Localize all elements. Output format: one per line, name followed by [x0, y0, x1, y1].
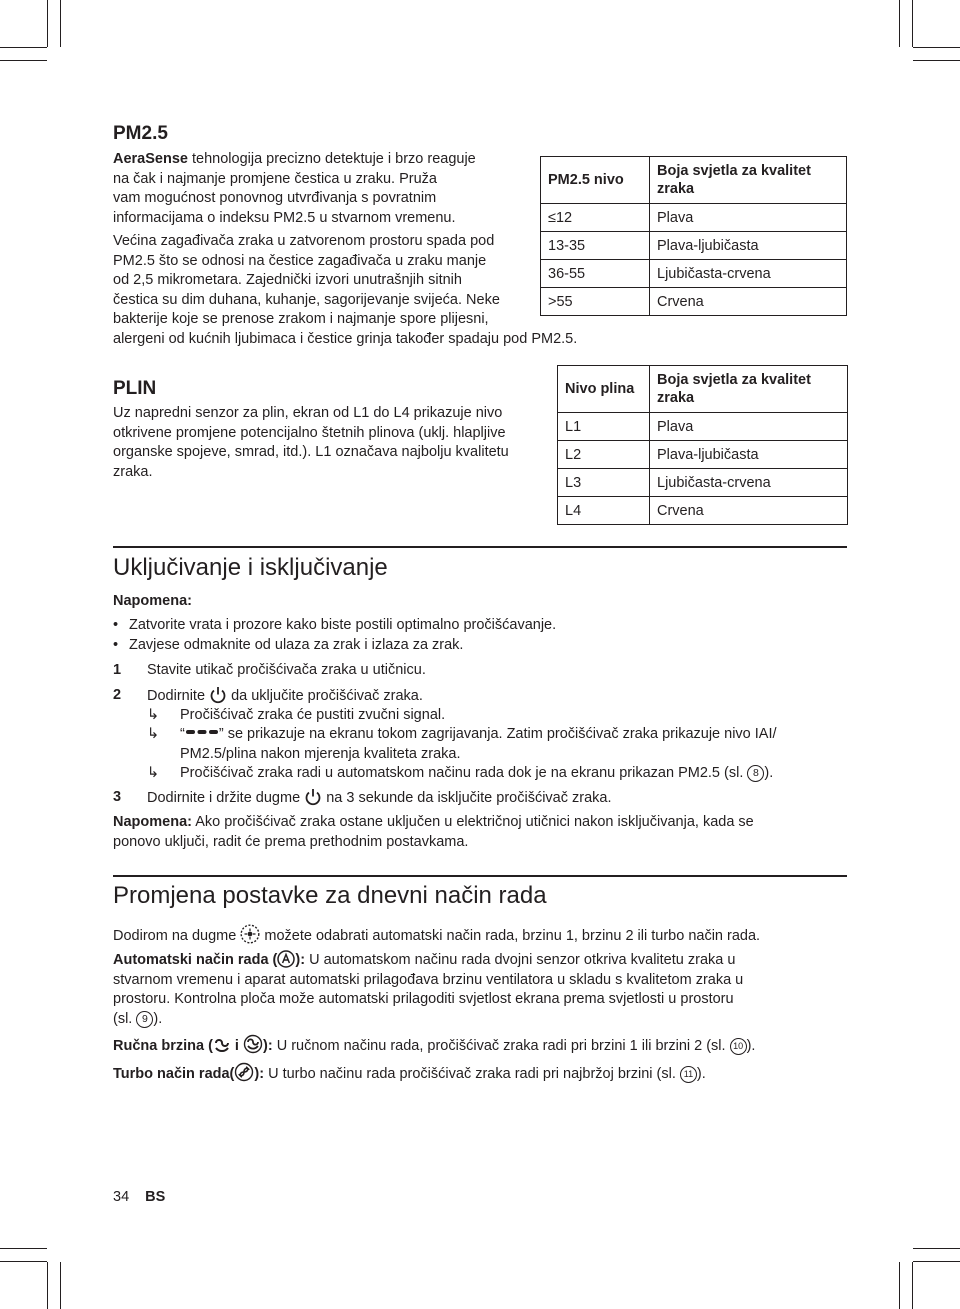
figure-ref: 8	[747, 765, 764, 782]
pm25-table	[540, 156, 847, 316]
dash-display-icon	[185, 727, 219, 737]
auto-mode-icon	[277, 950, 295, 968]
table-row: L1 Plava	[558, 413, 848, 441]
mode-title: Promjena postavke za dnevni način rada	[113, 882, 547, 909]
speed-2-icon	[243, 1034, 263, 1054]
figure-ref: 10	[730, 1038, 747, 1055]
table-row: L3 Ljubičasta-crvena	[558, 469, 848, 497]
list-item: • Zavjese odmaknite od ulaza za zrak i izlaza za zrak.	[113, 637, 464, 653]
mode-intro: Dodirom na dugme možete odabrati automatski način rada, brzinu 1, brzinu 2 ili turbo način rada.	[113, 924, 848, 947]
pm25-paragraph-2: Većina zagađivača zraka u zatvorenom prostoru spada pod PM2.5 što se odnosi na čestice zagađivača u zraku manje od 2,5 mikrometara. Zajednički izvori unutrašnjih sitnih čestica su dim duhana, kuhanje, sagorijevanje svijeća. Neke bakterije koje se prenose zrakom i najmanje spore plijesni, alergeni od kućnih ljubimaca i čestice grinja također spadaju pod PM2.5.	[113, 233, 578, 347]
arrow-icon: ↳	[147, 707, 160, 723]
turbo-icon	[234, 1062, 254, 1082]
figure-ref: 11	[680, 1066, 697, 1083]
power-icon	[209, 686, 227, 704]
page-number: 34	[113, 1189, 130, 1205]
auto-mode-paragraph: Automatski način rada ( ): U automatskom načinu rada dvojni senzor otkriva kvalitetu zraka u stvarnom vremenu i aparat automatski prilagođava brzinu ventilatora u skladu s kvalitetom zraka u prostoru. Kontrolna ploča može automatski prilagoditi svjetlost ekrana prema svjetlosti u prostoru (sl. 9 ).	[113, 952, 744, 1027]
section-divider	[113, 546, 847, 548]
power-icon	[304, 788, 322, 806]
table-row: L2 Plava-ljubičasta	[558, 441, 848, 469]
page-footer	[113, 1189, 165, 1205]
onoff-title: Uključivanje i isključivanje	[113, 554, 388, 581]
pm25-paragraph-1: AeraSense tehnologija precizno detektuje i brzo reaguje na čak i najmanje promjene čestica u zraku. Pruža vam mogućnost ponovnog utvrđivanja s povratnim informacijama o indeksu PM2.5 u stvarnom vremenu.	[113, 151, 476, 226]
plin-paragraph: Uz napredni senzor za plin, ekran od L1 do L4 prikazuje nivo otkrivene promjene potencijalno štetnih plinova (uklj. hlapljive organske spojeve, smrad, itd.). L1 označava najbolju kvalitetu zraka.	[113, 405, 509, 480]
arrow-icon: ↳	[147, 726, 160, 742]
note-label: Napomena:	[113, 593, 192, 609]
table-row: 36-55 Ljubičasta-crvena	[541, 260, 847, 288]
speed-1-icon	[213, 1036, 231, 1054]
language-code: BS	[145, 1189, 166, 1205]
table-row: L4 Crvena	[558, 497, 848, 525]
section-divider	[113, 875, 847, 877]
table-row: ≤12 Plava	[541, 204, 847, 232]
table-row: 13-35 Plava-ljubičasta	[541, 232, 847, 260]
note-2: Napomena: Ako pročišćivač zraka ostane uključen u električnoj utičnici nakon isključivanja, kada se ponovo uključi, radit će prema prethodnim postavkama.	[113, 814, 754, 850]
manual-speed-paragraph: Ručna brzina ( i ): U ručnom načinu rada, pročišćivač zraka radi pri brzini 1 ili brzini 2 (sl. 10 ).	[113, 1034, 848, 1057]
pm25-heading: PM2.5	[113, 123, 168, 144]
turbo-mode-paragraph: Turbo način rada( ): U turbo načinu rada pročišćivač zraka radi pri najbržoj brzini (sl. 11 ).	[113, 1062, 848, 1085]
arrow-icon: ↳	[147, 765, 160, 781]
plin-table	[557, 365, 848, 525]
list-item: • Zatvorite vrata i prozore kako biste postili optimalno pročišćavanje.	[113, 617, 557, 633]
aerasense-brand: AeraSense	[113, 151, 188, 167]
table-header-row: Nivo plina Boja svjetla za kvalitet zraka	[558, 366, 848, 413]
table-header-row: PM2.5 nivo Boja svjetla za kvalitet zraka	[541, 157, 847, 204]
table-row: >55 Crvena	[541, 288, 847, 316]
fan-mode-icon	[240, 924, 260, 944]
figure-ref: 9	[136, 1011, 153, 1028]
plin-heading: PLIN	[113, 378, 157, 399]
